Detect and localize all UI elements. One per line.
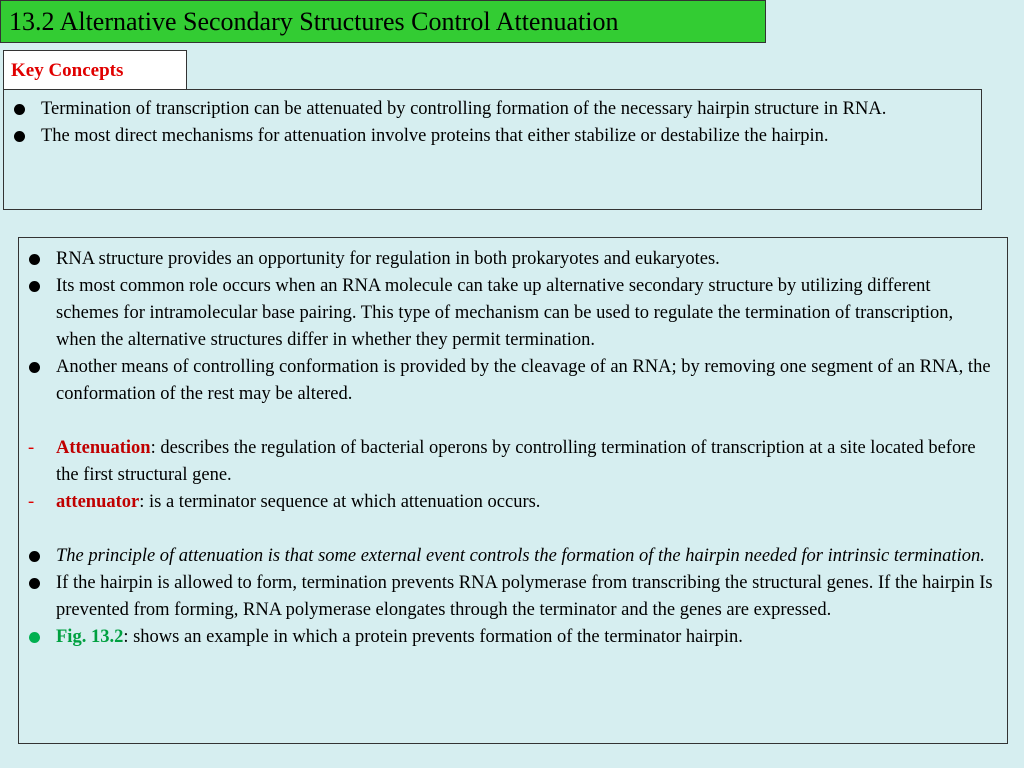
bullet-icon xyxy=(29,578,40,589)
definition-text: : is a terminator sequence at which attenuation occurs. xyxy=(139,492,541,512)
bullet-icon xyxy=(29,362,40,373)
main-bullet-text: Another means of controlling conformation is provided by the cleavage of an RNA; by removing one segment of an RNA, the conformation of the rest may be altered. xyxy=(56,357,991,404)
spacer xyxy=(19,408,993,435)
key-concept-text: Termination of transcription can be attenuated by controlling formation of the necessary hairpin structure in RNA. xyxy=(41,99,887,119)
key-concepts-label-box xyxy=(3,50,187,90)
definition-text: : describes the regulation of bacterial operons by controlling termination of transcription at a site located before the first structural gene. xyxy=(56,438,976,485)
main-bullet-item xyxy=(19,543,993,570)
figure-reference: Fig. 13.2 xyxy=(56,627,124,647)
bullet-icon xyxy=(29,551,40,562)
main-bullet-item xyxy=(19,246,993,273)
principle-text: The principle of attenuation is that some external event controls the formation of the hairpin needed for intrinsic termination. xyxy=(56,546,985,566)
dash-marker: - xyxy=(28,492,35,512)
definition-item xyxy=(19,489,993,516)
key-concept-item xyxy=(4,96,941,123)
main-content-panel xyxy=(18,237,1008,744)
figure-note-item xyxy=(19,624,993,651)
bullet-icon xyxy=(14,104,25,115)
green-bullet-icon xyxy=(29,632,40,643)
figure-note-text: : shows an example in which a protein prevents formation of the terminator hairpin. xyxy=(123,627,743,647)
key-concepts-label: Key Concepts xyxy=(11,60,124,81)
main-bullet-text: RNA structure provides an opportunity for regulation in both prokaryotes and eukaryotes. xyxy=(56,249,720,269)
definition-item xyxy=(19,435,993,489)
main-bullet-item xyxy=(19,570,993,624)
key-concepts-panel xyxy=(3,89,982,210)
spacer xyxy=(19,516,993,543)
main-bullet-item xyxy=(19,354,993,408)
key-concept-text: The most direct mechanisms for attenuation involve proteins that either stabilize or destabilize the hairpin. xyxy=(41,126,829,146)
dash-marker: - xyxy=(28,438,35,458)
slide-title: 13.2 Alternative Secondary Structures Control Attenuation xyxy=(9,7,619,36)
slide-title-bar xyxy=(0,0,766,43)
main-bullet-text: Its most common role occurs when an RNA molecule can take up alternative secondary structure by utilizing different schemes for intramolecular base pairing. This type of mechanism can be used to regulate the termination of transcription, when the alternative structures differ in whether they permit termination. xyxy=(56,276,954,350)
key-concept-item xyxy=(4,123,941,150)
definition-term: Attenuation xyxy=(56,438,151,458)
definition-term: attenuator xyxy=(56,492,140,512)
main-bullet-item xyxy=(19,273,993,354)
bullet-icon xyxy=(14,131,25,142)
bullet-icon xyxy=(29,281,40,292)
main-bullet-text: If the hairpin is allowed to form, termination prevents RNA polymerase from transcribing the structural genes. If the hairpin Is prevented from forming, RNA polymerase elongates through the terminator and the genes are expressed. xyxy=(56,573,993,620)
bullet-icon xyxy=(29,254,40,265)
